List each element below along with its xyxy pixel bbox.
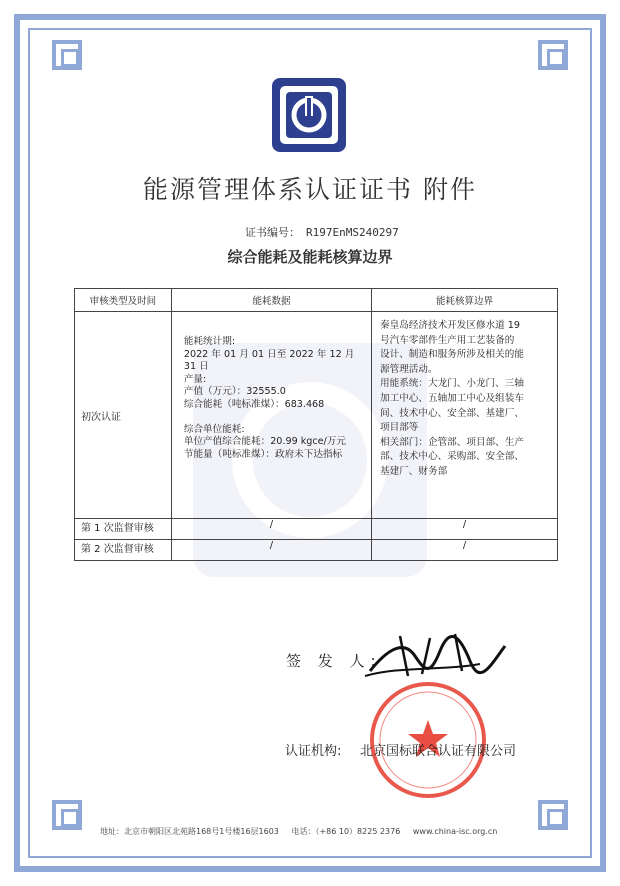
boundary-line: 基建厂、财务部 (380, 465, 448, 477)
table-row (75, 519, 558, 540)
boundary-line: 秦皇岛经济技术开发区修水道 19 (380, 320, 521, 331)
energy-data-line: 2022 年 01 月 01 日至 2022 年 12 月 31 日 (183, 348, 355, 373)
document-title: 能源管理体系认证证书 附件 (143, 175, 477, 204)
energy-data-line: 能耗统计期: (183, 336, 236, 347)
audit-2-data: / (171, 540, 371, 561)
audit-2-label: 第 2 次监督审核 (75, 540, 172, 561)
header-energy-data: 能耗数据 (171, 289, 371, 312)
audit-1-label: 第 1 次监督审核 (75, 519, 172, 540)
boundary-line: 用能系统：大龙门、小龙门、三轴 (380, 378, 524, 390)
corner-ornament (52, 800, 82, 830)
energy-data-line: 单位产值综合能耗：20.99 kgce/万元 (183, 436, 346, 448)
corner-ornament (52, 40, 82, 70)
org-name: 北京国标联合认证有限公司 (360, 744, 517, 759)
certificate-number: 证书编号： R197EnMS240297 (245, 226, 399, 239)
energy-data-line: 综合能耗（吨标准煤）：683.468 (183, 398, 325, 410)
energy-data-cell (171, 312, 371, 519)
energy-table (74, 288, 558, 561)
signer-label: 签 发 人: (286, 652, 382, 670)
boundary-line: 号汽车零部件生产用工艺装备的 (380, 334, 515, 346)
footer (100, 826, 520, 837)
table-header-row (75, 289, 558, 312)
boundary-line: 相关部门：企管部、项目部、生产 (380, 436, 524, 448)
audit-2-boundary: / (372, 540, 558, 561)
energy-data-line: 节能量（吨标准煤）：政府未下达指标 (183, 448, 343, 460)
boundary-line: 设计、制造和服务所涉及相关的能 (380, 349, 524, 361)
footer-website: www.china-isc.org.cn (412, 827, 498, 836)
boundary-line: 源管理活动。 (380, 363, 438, 375)
document-subtitle: 综合能耗及能耗核算边界 (227, 248, 393, 266)
energy-data-line: 产值（万元）：32555.0 (183, 386, 286, 398)
audit-1-data: / (171, 519, 371, 540)
org-label: 认证机构: (285, 744, 342, 759)
energy-data-line: 综合单位能耗: (183, 423, 245, 435)
boundary-line: 间、技术中心、安全部、基建厂、 (380, 407, 524, 419)
handwritten-signature (360, 626, 510, 686)
footer-address: 地址：北京市朝阳区北苑路168号1号楼16层1603 (100, 827, 279, 836)
energy-data-line: 产量: (183, 373, 207, 385)
boundary-line: 加工中心、五轴加工中心及组装车 (380, 392, 524, 404)
boundary-cell (372, 312, 558, 519)
boundary-line: 部、技术中心、采购部、安全部、 (380, 451, 524, 463)
header-audit-type: 审核类型及时间 (75, 289, 172, 312)
corner-ornament (538, 800, 568, 830)
footer-phone: 电话：（+86 10）8225 2376 (291, 827, 401, 836)
table-row (75, 540, 558, 561)
header-boundary: 能耗核算边界 (372, 289, 558, 312)
boundary-line: 项目部等 (380, 422, 419, 434)
table-row (75, 312, 558, 519)
initial-cert-label: 初次认证 (75, 312, 172, 519)
audit-1-boundary: / (372, 519, 558, 540)
corner-ornament (538, 40, 568, 70)
certification-logo (272, 78, 346, 152)
